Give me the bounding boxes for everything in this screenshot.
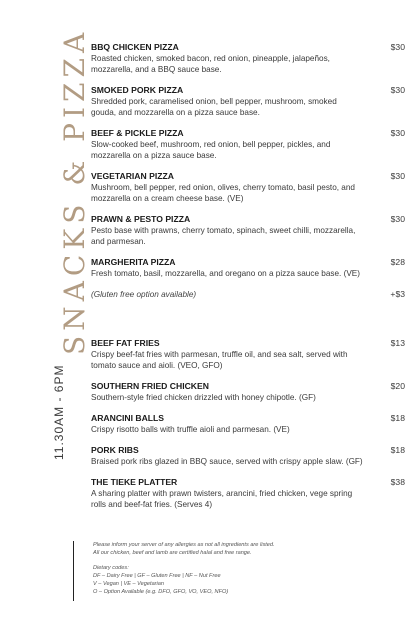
menu-item xyxy=(91,214,405,247)
item-name: BEEF & PICKLE PIZZA xyxy=(91,128,184,138)
item-description: Fresh tomato, basil, mozzarella, and oregano on a pizza sauce base. (VE) xyxy=(91,269,360,278)
item-price: $30 xyxy=(390,85,405,95)
item-name: SMOKED PORK PIZZA xyxy=(91,85,184,95)
dietary-codes-line: O – Option Available (e.g. DFO, GFO, VO, VEO, NFO) xyxy=(93,589,229,595)
menu-item xyxy=(91,477,405,510)
item-price: $13 xyxy=(390,338,405,348)
gluten-free-note xyxy=(91,289,405,300)
item-name: PRAWN & PESTO PIZZA xyxy=(91,214,191,224)
item-price: $18 xyxy=(390,413,405,423)
menu-item xyxy=(91,171,405,204)
item-description: Crispy beef-fat fries with parmesan, truffle oil, and sea salt, served with tomato sauce and aioli. (VEO, GFO) xyxy=(91,350,348,370)
allergy-note: Please inform your server of any allergies as not all ingredients are listed. xyxy=(93,542,275,548)
dietary-footer xyxy=(73,541,275,601)
dietary-codes-line: DF – Dairy Free | GF – Gluten Free | NF – Nut Free xyxy=(93,573,221,579)
item-price: $30 xyxy=(390,214,405,224)
item-description: Crispy risotto balls with truffle aioli and parmesan. (VE) xyxy=(91,425,290,434)
gluten-free-text: (Gluten free option available) xyxy=(91,290,197,299)
dietary-codes-line: V – Vegan | VE – Vegetarian xyxy=(93,581,165,587)
menu-item xyxy=(91,413,405,435)
section-title: SNACKS & PIZZA xyxy=(58,27,91,355)
menu-item xyxy=(91,257,405,279)
item-description: Roasted chicken, smoked bacon, red onion, pineapple, jalapeños, mozzarella, and a BBQ sauce base. xyxy=(91,54,330,74)
item-name: THE TIEKE PLATTER xyxy=(91,477,178,487)
menu-item xyxy=(91,381,405,403)
menu-item xyxy=(91,445,405,467)
item-price: $20 xyxy=(390,381,405,391)
item-price: $28 xyxy=(390,257,405,267)
item-price: $38 xyxy=(390,477,405,487)
gluten-free-price: +$3 xyxy=(390,289,405,299)
item-name: BBQ CHICKEN PIZZA xyxy=(91,42,179,52)
item-description: Slow-cooked beef, mushroom, red onion, bell pepper, pickles, and mozzarella on a pizza sauce base. xyxy=(91,140,331,160)
halal-note: All our chicken, beef and lamb are certified halal and free range. xyxy=(93,550,252,556)
item-description: Mushroom, bell pepper, red onion, olives, cherry tomato, basil pesto, and mozzarella on a cream cheese base. (VE) xyxy=(91,183,355,203)
menu-item xyxy=(91,338,405,371)
menu-item xyxy=(91,128,405,161)
item-name: ARANCINI BALLS xyxy=(91,413,165,423)
menu-item xyxy=(91,85,405,118)
item-name: MARGHERITA PIZZA xyxy=(91,257,176,267)
item-description: Pesto base with prawns, cherry tomato, spinach, sweet chilli, mozzarella, and parmesan. xyxy=(91,226,356,246)
item-description: Shredded pork, caramelised onion, bell pepper, mushroom, smoked gouda, and mozzarella on a pizza sauce base. xyxy=(91,97,337,117)
item-name: VEGETARIAN PIZZA xyxy=(91,171,174,181)
item-name: SOUTHERN FRIED CHICKEN xyxy=(91,381,209,391)
item-price: $30 xyxy=(390,128,405,138)
service-hours: 11.30AM - 6PM xyxy=(52,364,66,460)
item-name: BEEF FAT FRIES xyxy=(91,338,160,348)
snacks-list xyxy=(91,338,405,520)
item-description: A sharing platter with prawn twisters, arancini, fried chicken, vege spring rolls and beef-fat fries. (Serves 4) xyxy=(91,489,353,509)
item-price: $18 xyxy=(390,445,405,455)
item-name: PORK RIBS xyxy=(91,445,139,455)
item-price: $30 xyxy=(390,171,405,181)
pizza-list xyxy=(91,42,405,300)
item-price: $30 xyxy=(390,42,405,52)
item-description: Braised pork ribs glazed in BBQ sauce, served with crispy apple slaw. (GF) xyxy=(91,457,363,466)
menu-item xyxy=(91,42,405,75)
item-description: Southern-style fried chicken drizzled with honey chipotle. (GF) xyxy=(91,393,316,402)
dietary-codes-title: Dietary codes: xyxy=(93,565,129,571)
